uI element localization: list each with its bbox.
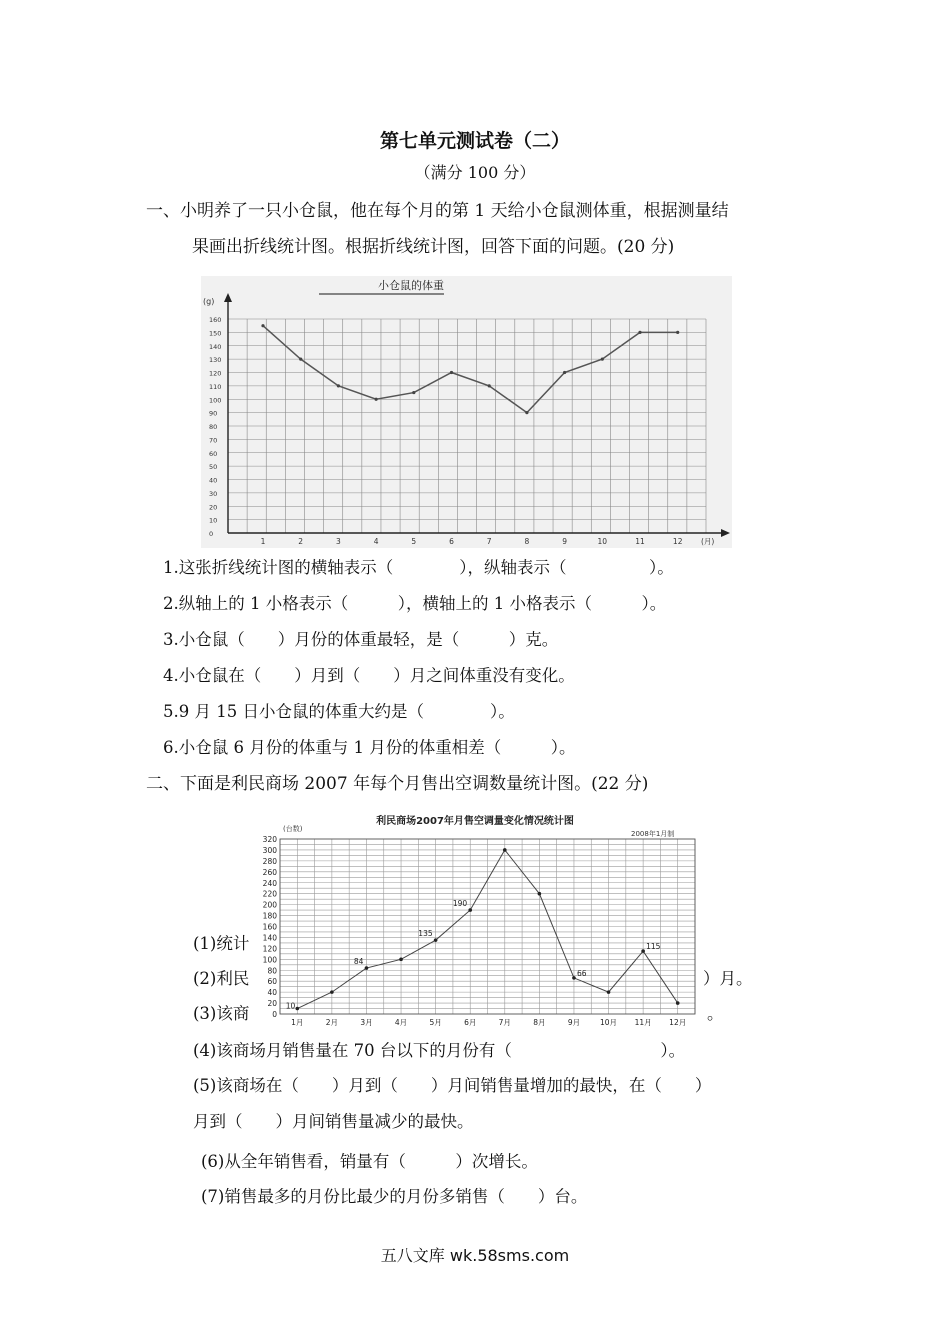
chart2-data-label: 135 — [418, 929, 433, 939]
chart2-data-point — [676, 1001, 680, 1005]
chart2-y-tick-label: 120 — [262, 944, 277, 954]
chart1-y-tick-label: 100 — [209, 396, 222, 405]
chart2-x-tick-label: 6月 — [464, 1018, 477, 1027]
part1-question-4: 4.小仓鼠在（ ）月到（ ）月之间体重没有变化。 — [163, 666, 575, 685]
chart2-y-tick-label: 260 — [262, 867, 277, 877]
chart1-data-point — [525, 411, 528, 414]
part2-question-6: (6)从全年销售看，销量有（ ）次增长。 — [201, 1152, 538, 1171]
footer-watermark: 五八文库 wk.58sms.com — [380, 1246, 570, 1265]
chart2-y-tick-label: 220 — [262, 889, 277, 899]
chart2-subtitle: 2008年1月制 — [631, 830, 675, 838]
chart1-y-tick-label: 10 — [209, 516, 218, 525]
chart2-y-tick-label: 160 — [262, 922, 277, 932]
chart2-y-tick-label: 180 — [262, 911, 277, 921]
chart1-y-tick-label: 20 — [209, 503, 218, 512]
chart2-data-point — [468, 908, 472, 912]
chart1-y-axis-arrow — [224, 293, 232, 302]
chart2-data-point — [641, 949, 645, 953]
chart2-data-label: 84 — [353, 957, 364, 967]
chart2-x-tick-label: 12月 — [669, 1018, 687, 1027]
chart2-data-label: 190 — [452, 899, 468, 909]
chart1-data-point — [337, 384, 340, 387]
chart2-y-tick-label: 60 — [267, 977, 277, 987]
chart1-x-tick-label: 6 — [449, 537, 454, 546]
chart2-data-point — [572, 976, 576, 980]
part2-question-2: (2)利民 — [193, 969, 250, 988]
chart1-data-point — [601, 358, 604, 361]
chart1-x-tick-label: 11 — [635, 537, 645, 546]
chart1-data-point — [299, 358, 302, 361]
chart2-data-point — [607, 990, 611, 994]
chart2-x-tick-label: 7月 — [498, 1018, 511, 1027]
chart1-data-point — [638, 331, 641, 334]
chart1-y-tick-label: 60 — [209, 449, 218, 458]
chart2-y-tick-label: 0 — [272, 1010, 277, 1019]
chart2-x-tick-label: 2月 — [325, 1018, 339, 1027]
chart2-y-label: (台数) — [283, 825, 303, 833]
chart2-title: 利民商场2007年月售空调量变化情况统计图 — [376, 816, 574, 827]
chart2-y-tick-label: 20 — [267, 999, 277, 1009]
chart2-data-point — [295, 1007, 299, 1011]
chart2-y-tick-label: 200 — [262, 900, 277, 910]
page-subtitle: （满分 100 分） — [414, 163, 536, 182]
chart2-data-point — [330, 990, 334, 994]
chart1-x-tick-label: 7 — [486, 537, 492, 546]
hamster-weight-chart — [201, 276, 732, 548]
chart1-title: 小仓鼠的体重 — [378, 279, 444, 292]
part2-question-1: (1)统计 — [193, 934, 250, 953]
part1-prompt-line2: 果画出折线统计图。根据折线统计图，回答下面的问题。(20 分) — [192, 237, 675, 257]
chart1-x-tick-label: 12 — [672, 537, 683, 546]
chart1-x-tick-label: 9 — [562, 537, 567, 546]
chart1-data-point — [375, 398, 378, 401]
chart2-y-tick-label: 100 — [262, 955, 277, 965]
chart2-x-tick-label: 10月 — [600, 1018, 618, 1027]
part2-question-3-tail: 。 — [707, 1004, 724, 1023]
chart2-data-point — [399, 958, 403, 962]
chart1-x-tick-label: 4 — [373, 537, 379, 546]
chart2-data-label: 115 — [646, 942, 661, 952]
chart2-y-tick-label: 320 — [262, 835, 277, 844]
chart1-y-tick-label: 90 — [209, 409, 218, 418]
chart1-x-axis-arrow — [721, 529, 730, 537]
part2-question-2-tail: ）月。 — [703, 969, 753, 988]
part1-question-5: 5.9 月 15 日小仓鼠的体重大约是（ ）。 — [163, 702, 515, 721]
chart1-y-tick-label: 120 — [209, 369, 222, 378]
chart1-y-tick-label: 0 — [209, 530, 214, 538]
part2-question-5-line1: (5)该商场在（ ）月到（ ）月间销售量增加的最快，在（ ） — [193, 1076, 712, 1095]
chart1-y-tick-label: 160 — [209, 316, 222, 324]
chart1-y-tick-label: 50 — [209, 463, 218, 472]
chart2-data-label: 66 — [576, 968, 587, 978]
page-title: 第七单元测试卷（二） — [379, 130, 570, 152]
part2-question-7: (7)销售最多的月份比最少的月份多销售（ ）台。 — [201, 1187, 588, 1206]
chart1-x-tick-label: 8 — [524, 537, 530, 546]
chart2-x-tick-label: 8月 — [533, 1018, 546, 1027]
part2-question-3: (3)该商 — [193, 1004, 250, 1023]
chart2-x-tick-label: 1月 — [291, 1018, 304, 1027]
chart2-x-tick-label: 3月 — [360, 1018, 373, 1027]
chart1-data-point — [261, 324, 264, 327]
chart2-y-tick-label: 300 — [262, 845, 277, 855]
chart1-y-tick-label: 30 — [209, 489, 218, 498]
part2-prompt: 二、下面是利民商场 2007 年每个月售出空调数量统计图。(22 分) — [146, 774, 649, 794]
chart1-y-tick-label: 130 — [209, 356, 222, 365]
chart1-data-point — [563, 371, 566, 374]
part2-question-5-line2: 月到（ ）月间销售量减少的最快。 — [193, 1112, 474, 1131]
chart2-data-label: 10 — [285, 1001, 296, 1011]
chart1-y-tick-label: 110 — [209, 382, 222, 391]
chart1-x-tick-label: 5 — [411, 537, 417, 546]
part1-prompt-line1: 一、小明养了一只小仓鼠，他在每个月的第 1 天给小仓鼠测体重，根据测量结 — [146, 201, 729, 221]
chart1-data-point — [676, 331, 679, 334]
chart1-data-point — [412, 391, 415, 394]
chart2-x-tick-label: 5月 — [429, 1018, 442, 1027]
chart1-data-point — [450, 371, 453, 374]
aircon-sales-chart — [253, 810, 698, 1032]
chart1-y-tick-label: 40 — [209, 476, 218, 485]
chart1-x-tick-label: 1 — [260, 537, 266, 546]
chart1-y-tick-label: 70 — [209, 436, 218, 445]
chart2-y-tick-label: 280 — [262, 856, 277, 866]
chart2-x-tick-label: 9月 — [567, 1018, 581, 1027]
chart1-x-tick-label: 2 — [298, 537, 304, 546]
chart2-data-point — [503, 848, 507, 852]
chart2-y-tick-label: 140 — [262, 933, 277, 943]
chart1-x-tick-label: 10 — [597, 537, 608, 546]
part1-question-6: 6.小仓鼠 6 月份的体重与 1 月份的体重相差（ ）。 — [163, 738, 576, 757]
chart1-series-line — [263, 326, 678, 413]
chart2-x-tick-label: 4月 — [394, 1018, 408, 1027]
chart2-y-tick-label: 40 — [267, 988, 277, 998]
chart1-y-tick-label: 80 — [209, 423, 218, 431]
chart1-data-point — [488, 384, 491, 387]
chart1-y-tick-label: 140 — [209, 342, 222, 351]
chart2-data-point — [538, 892, 542, 896]
part1-question-3: 3.小仓鼠（ ）月份的体重最轻，是（ ）克。 — [163, 630, 559, 649]
chart2-data-point — [365, 966, 369, 970]
chart2-y-tick-label: 80 — [267, 966, 277, 976]
chart2-y-tick-label: 240 — [262, 878, 277, 888]
part1-question-1: 1.这张折线统计图的横轴表示（ ），纵轴表示（ ）。 — [163, 558, 674, 577]
chart2-x-tick-label: 11月 — [634, 1018, 652, 1027]
part2-question-4: (4)该商场月销售量在 70 台以下的月份有（ ）。 — [193, 1041, 686, 1060]
chart1-x-label: (月) — [701, 537, 715, 546]
chart1-x-tick-label: 3 — [336, 537, 341, 546]
chart2-data-point — [434, 938, 438, 942]
part1-question-2: 2.纵轴上的 1 小格表示（ ），横轴上的 1 小格表示（ ）。 — [163, 594, 667, 613]
chart1-y-label: (g) — [203, 297, 215, 306]
chart1-y-tick-label: 150 — [209, 329, 222, 338]
